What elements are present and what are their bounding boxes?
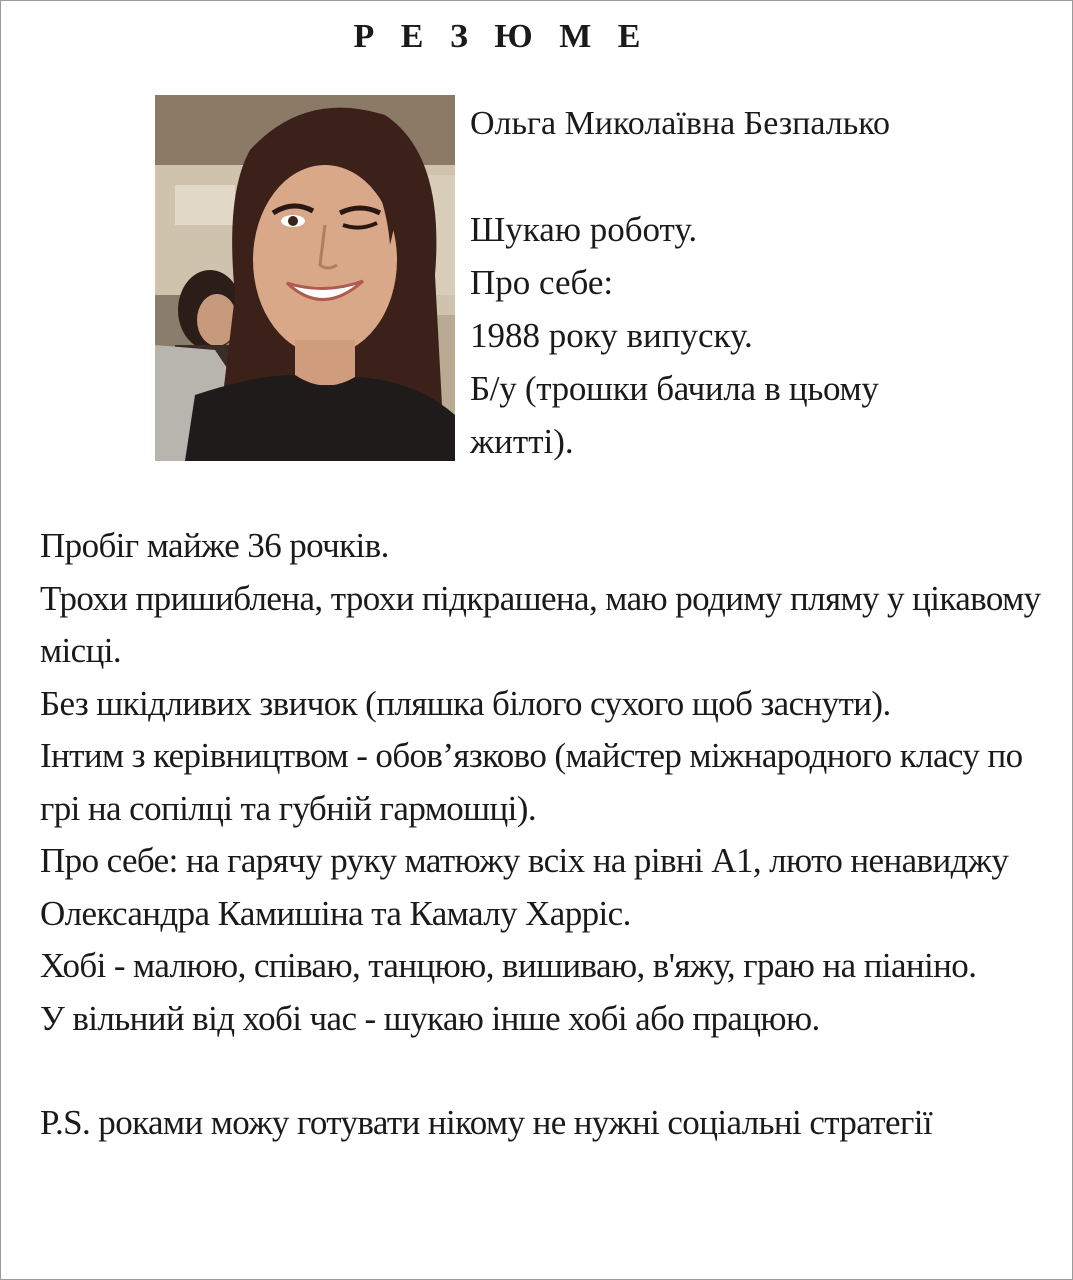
profile-line: 1988 року випуску.: [470, 316, 753, 355]
body-paragraph: Хобі - малюю, співаю, танцюю, вишиваю, в'яжу, граю на піаніно.: [40, 946, 977, 985]
profile-line: Б/у (трошки бачила в цьому: [470, 369, 879, 408]
portrait-photo: [155, 95, 455, 461]
body-paragraph: Інтим з керівництвом - обов’язково (майстер міжнародного класу по грі на сопілці та губній гармошці).: [40, 736, 1023, 828]
body-paragraph: Пробіг майже 36 рочків.: [40, 526, 389, 565]
profile-summary: [470, 97, 1030, 468]
profile-line: Про себе:: [470, 263, 614, 302]
body-paragraph: Трохи пришиблена, трохи підкрашена, маю родиму пляму у цікавому місці.: [40, 578, 1041, 670]
profile-line: житті).: [470, 422, 574, 461]
body-paragraph: Без шкідливих звичок (пляшка білого сухого щоб заснути).: [40, 683, 891, 723]
resume-body: [40, 520, 1050, 1150]
postscript: P.S. роками можу готувати нікому не нужні соціальні стратегії: [40, 1103, 932, 1142]
page-title: Р Е З Ю М Е: [353, 18, 650, 55]
body-paragraph: Про себе: на гарячу руку матюжу всіх на рівні А1, люто ненавиджу Олександра Камишіна та Камалу Харріс.: [40, 841, 1009, 933]
spacer: [40, 1045, 1050, 1097]
spacer: [470, 150, 1030, 203]
person-name: Ольга Миколаївна Безпалько: [470, 105, 890, 142]
profile-line: Шукаю роботу.: [470, 210, 698, 249]
body-paragraph: У вільний від хобі час - шукаю інше хобі або працюю.: [40, 998, 820, 1038]
